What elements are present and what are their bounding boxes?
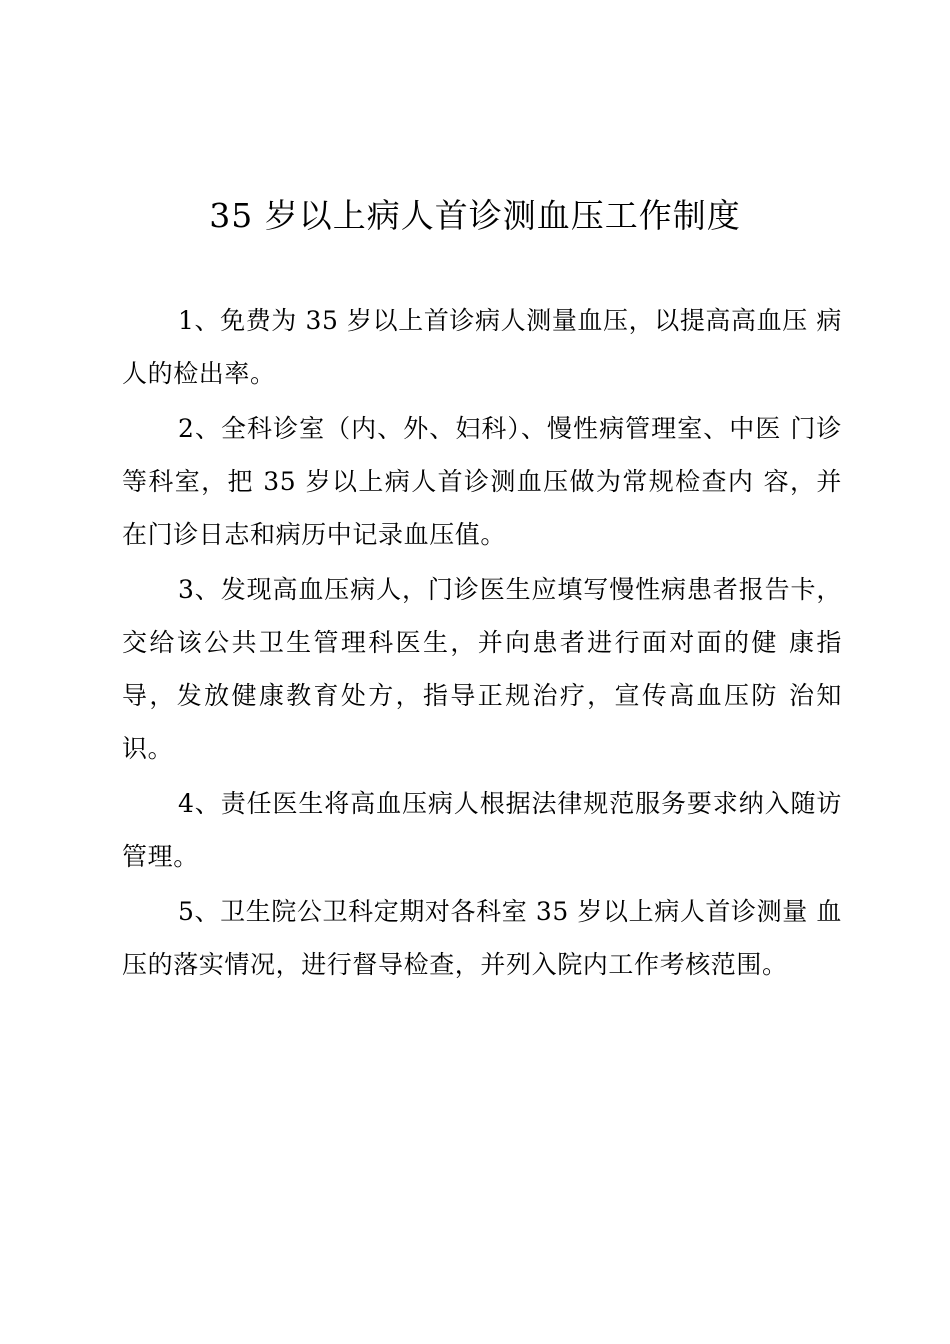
paragraph-3: 3、发现高血压病人，门诊医生应填写慢性病患者报告卡，交给该公共卫生管理科医生，并向患者进行面对面的健 康指导，发放健康教育处方，指导正规治疗，宣传高血压防 治知识。 [122,575,842,763]
paragraph-1: 1、免费为 35 岁以上首诊病人测量血压，以提高高血压 病人的检出率。 [122,306,842,388]
paragraph-4: 4、责任医生将高血压病人根据法律规范服务要求纳入随访管理。 [122,789,842,871]
document-body [122,294,842,993]
document-title: 35 岁以上病人首诊测血压工作制度 [209,196,741,235]
paragraph-2: 2、全科诊室（内、外、妇科）、慢性病管理室、中医 门诊等科室，把 35 岁以上病人首诊测血压做为常规检查内 容，并在门诊日志和病历中记录血压值。 [122,414,842,549]
paragraph-5: 5、卫生院公卫科定期对各科室 35 岁以上病人首诊测量 血压的落实情况，进行督导检查，并列入院内工作考核范围。 [122,897,842,979]
